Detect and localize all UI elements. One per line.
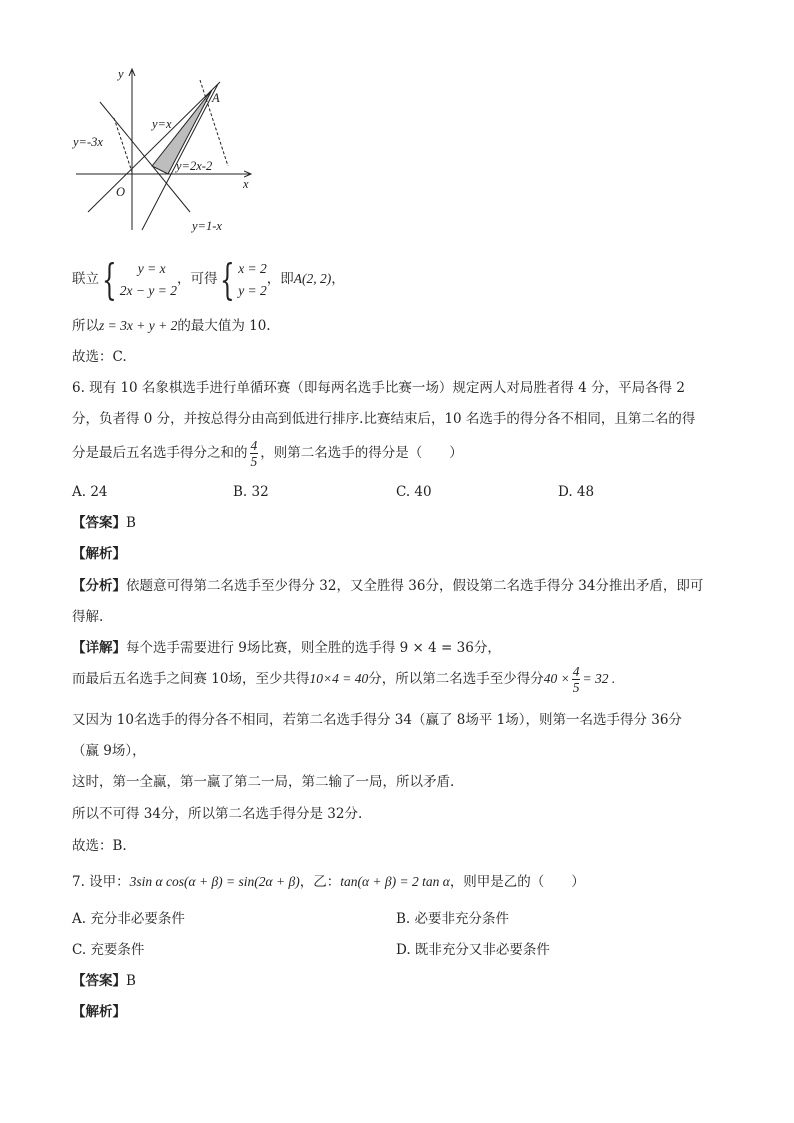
label-y-eq-2x-minus-2: y=2x-2 <box>176 159 213 173</box>
q6-option-b[interactable]: B. 32 <box>233 484 269 500</box>
max-value-line: 所以z = 3x + y + 2的最大值为 10. <box>72 318 271 334</box>
q6-option-a[interactable]: A. 24 <box>72 484 108 500</box>
fraction: $\frac{4}{5}$ <box>572 664 580 695</box>
linear-programming-graph <box>70 62 270 237</box>
dashed-line-y-eq-neg3x <box>114 118 132 172</box>
q6-fenxi-line-2: 得解. <box>72 609 104 625</box>
label-y-eq-1-minus-x: y=1-x <box>192 219 222 233</box>
equation-system-2: x = 2 y = 2 <box>238 260 267 298</box>
q7-option-c[interactable]: C. 充要条件 <box>72 942 145 958</box>
q6-text-line-3: 分是最后五名选手得分之和的 $\frac{4}{5}$ ，则第二名选手的得分是（ ） <box>72 438 463 469</box>
q7-option-b[interactable]: B. 必要非充分条件 <box>396 911 510 927</box>
q7-analysis-heading: 【解析】 <box>72 1004 126 1020</box>
label-y-eq-x: y=x <box>152 117 172 131</box>
line-y-eq-2x-minus-2 <box>142 84 218 230</box>
q6-analysis-heading: 【解析】 <box>72 546 126 562</box>
q6-detail-line-2: 而最后五名选手之间赛 10场，至少共得10×4 = 40分，所以第二名选手至少得分40 × $\frac{4}{5}$ = 32 . <box>72 664 616 695</box>
origin-label: O <box>116 185 126 199</box>
q6-answer: 【答案】B <box>72 515 136 531</box>
line-y-eq-x <box>88 82 220 212</box>
label-y-eq-neg3x: y=-3x <box>73 135 103 149</box>
left-brace: { <box>102 254 117 304</box>
q7-option-a[interactable]: A. 充分非必要条件 <box>72 911 185 927</box>
q6-text-line-1: 6. 现有 10 名象棋选手进行单循环赛（即每两名选手比赛一场）规定两人对局胜者得 4 分，平局各得 2 <box>72 380 685 396</box>
fraction: $\frac{4}{5}$ <box>250 438 258 469</box>
x-axis-label: x <box>243 177 249 191</box>
q6-detail-line-6: 所以不可得 34分，所以第二名选手得分是 32分. <box>72 806 363 822</box>
point-a-label: A <box>212 91 220 105</box>
system-solution-line: 联立{ y = x 2x − y = 2 ，可得{ x = 2 y = 2 ，即A(2, 2)， <box>72 254 345 304</box>
answer-choice-line: 故选：C. <box>72 349 127 365</box>
q6-fenxi-line-1: 【分析】依题意可得第二名选手至少得分 32，又全胜得 36分，假设第二名选手得分 34分推出矛盾，即可 <box>72 578 704 594</box>
q6-option-c[interactable]: C. 40 <box>396 484 432 500</box>
y-axis-label: y <box>118 67 124 81</box>
q7-option-d[interactable]: D. 既非充分又非必要条件 <box>396 942 550 958</box>
q6-detail-line-5: 这时，第一全赢，第一赢了第二一局，第二输了一局，所以矛盾. <box>72 774 455 790</box>
q6-detail-line-3: 又因为 10名选手的得分各不相同，若第二名选手得分 34（赢了 8场平 1场），则第一名选手得分 36分 <box>72 712 682 728</box>
left-brace: { <box>220 254 236 304</box>
q6-detail-line-7: 故选：B. <box>72 838 127 854</box>
q6-detail-line-1: 【详解】每个选手需要进行 9场比赛，则全胜的选手得 9 × 4 = 36分， <box>72 640 501 656</box>
q6-option-d[interactable]: D. 48 <box>558 484 595 500</box>
q7-answer: 【答案】B <box>72 973 136 989</box>
q6-detail-line-4: （赢 9场）， <box>72 743 146 759</box>
q6-text-line-2: 分，负者得 0 分，并按总得分由高到低进行排序.比赛结束后，10 名选手的得分各不相同，且第二名的得 <box>72 411 696 427</box>
q7-text-line-1: 7. 设甲：3sin α cos(α + β) = sin(2α + β)，乙：tan(α + β) = 2 tan α，则甲是乙的（ ） <box>72 874 585 890</box>
equation-system-1: y = x 2x − y = 2 <box>119 260 177 298</box>
